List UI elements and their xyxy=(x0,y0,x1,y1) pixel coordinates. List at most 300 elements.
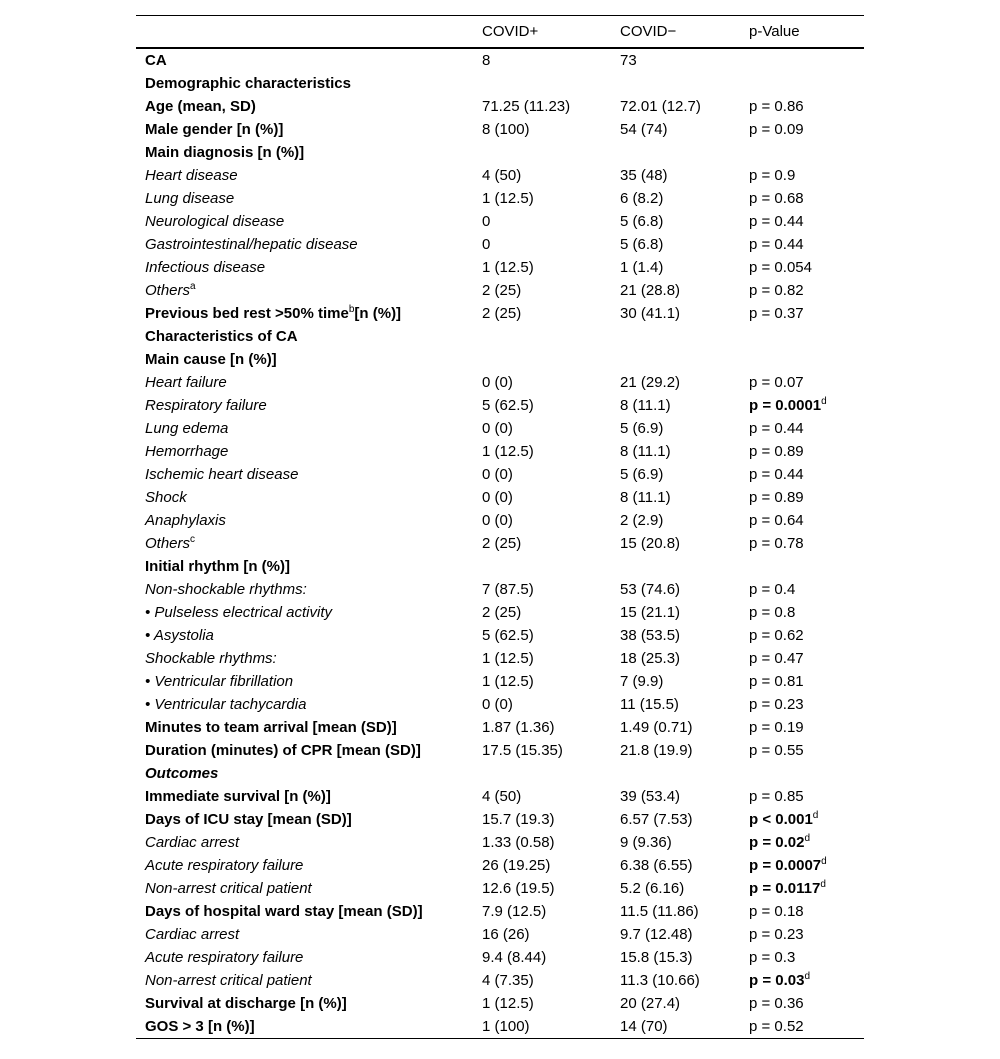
p-value-cell xyxy=(749,624,864,647)
covid-positive-value: 71.25 (11.23) xyxy=(482,98,571,115)
table-row xyxy=(136,900,864,923)
covid-negative-value: 35 (48) xyxy=(620,167,668,184)
table-row xyxy=(136,647,864,670)
covid-positive-value: 12.6 (19.5) xyxy=(482,880,555,897)
header-p-value: p-Value xyxy=(749,16,864,49)
p-value-cell xyxy=(749,946,864,969)
table-row xyxy=(136,532,864,555)
covid-negative-value xyxy=(620,325,749,348)
row-label-cell xyxy=(136,95,482,118)
table-row xyxy=(136,233,864,256)
row-label: Ischemic heart disease xyxy=(145,466,299,483)
covid-negative-value: 5 (6.9) xyxy=(620,466,664,483)
covid-positive-value: 9.4 (8.44) xyxy=(482,949,547,966)
row-label-cell xyxy=(136,877,482,900)
row-label: Shock xyxy=(145,489,187,506)
covid-positive-value: 0 xyxy=(482,213,491,230)
covid-positive-value: 4 (7.35) xyxy=(482,972,534,989)
row-label: Days of ICU stay [mean (SD)] xyxy=(145,811,352,828)
p-value-cell xyxy=(749,762,864,785)
row-label-cell xyxy=(136,716,482,739)
table-row xyxy=(136,762,864,785)
significance-marker: d xyxy=(812,810,819,821)
p-value-cell xyxy=(749,739,864,762)
footnote-marker: c xyxy=(190,534,196,545)
p-value: p = 0.4 xyxy=(749,581,796,598)
row-label: Previous bed rest >50% time xyxy=(145,305,349,322)
p-value-cell xyxy=(749,486,864,509)
significance-marker: d xyxy=(821,396,827,407)
covid-positive-value: 17.5 (15.35) xyxy=(482,742,563,759)
table-row xyxy=(136,808,864,831)
p-value-cell xyxy=(749,555,864,578)
covid-negative-value xyxy=(620,555,749,578)
p-value: p = 0.55 xyxy=(749,742,804,759)
table-row xyxy=(136,601,864,624)
row-label: Days of hospital ward stay [mean (SD)] xyxy=(145,903,423,920)
p-value: p = 0.8 xyxy=(749,604,796,621)
p-value-cell xyxy=(749,187,864,210)
p-value: p = 0.07 xyxy=(749,374,804,391)
covid-positive-value: 0 xyxy=(482,236,491,253)
p-value: p = 0.81 xyxy=(749,673,804,690)
covid-negative-value: 11 (15.5) xyxy=(620,696,679,713)
row-label-cell xyxy=(136,256,482,279)
p-value: p = 0.85 xyxy=(749,788,804,805)
covid-negative-value: 6.57 (7.53) xyxy=(620,811,693,828)
p-value-cell xyxy=(749,509,864,532)
covid-positive-value: 1.33 (0.58) xyxy=(482,834,555,851)
covid-negative-value: 39 (53.4) xyxy=(620,788,681,805)
table-row xyxy=(136,693,864,716)
p-value-cell xyxy=(749,118,864,141)
covid-positive-value xyxy=(482,348,620,371)
row-label-cell xyxy=(136,348,482,371)
row-label: Acute respiratory failure xyxy=(145,857,304,874)
row-label-cell xyxy=(136,48,482,72)
covid-negative-value: 9 (9.36) xyxy=(620,834,672,851)
row-label: Lung edema xyxy=(145,420,229,437)
p-value-cell xyxy=(749,48,864,72)
table-row xyxy=(136,371,864,394)
covid-positive-value xyxy=(482,325,620,348)
covid-negative-value: 73 xyxy=(620,52,637,69)
covid-negative-value: 11.5 (11.86) xyxy=(620,903,699,920)
covid-negative-value: 15 (21.1) xyxy=(620,604,681,621)
p-value: p = 0.054 xyxy=(749,259,812,276)
p-value-cell xyxy=(749,95,864,118)
covid-positive-value: 8 xyxy=(482,52,491,69)
row-label-cell xyxy=(136,486,482,509)
p-value-cell xyxy=(749,302,864,325)
covid-negative-value: 1.49 (0.71) xyxy=(620,719,693,736)
p-value: p = 0.23 xyxy=(749,926,804,943)
covid-negative-value: 5 (6.9) xyxy=(620,420,664,437)
row-label: • Ventricular fibrillation xyxy=(145,673,294,690)
table-row xyxy=(136,670,864,693)
header-label-column xyxy=(136,16,482,49)
row-label: Others xyxy=(145,282,191,299)
p-value-cell xyxy=(749,440,864,463)
row-label-cell xyxy=(136,233,482,256)
footnote-marker: b xyxy=(348,304,355,315)
p-value-cell xyxy=(749,325,864,348)
table-row xyxy=(136,118,864,141)
p-value: p = 0.02 xyxy=(749,834,805,851)
p-value: p = 0.78 xyxy=(749,535,804,552)
p-value-cell xyxy=(749,601,864,624)
row-label-cell xyxy=(136,463,482,486)
covid-positive-value: 7.9 (12.5) xyxy=(482,903,547,920)
row-label: Hemorrhage xyxy=(145,443,229,460)
row-label-cell xyxy=(136,509,482,532)
row-label-cell xyxy=(136,647,482,670)
p-value: p = 0.64 xyxy=(749,512,804,529)
row-label: Male gender [n (%)] xyxy=(145,121,284,138)
covid-positive-value: 5 (62.5) xyxy=(482,627,534,644)
table-row xyxy=(136,463,864,486)
p-value-cell xyxy=(749,693,864,716)
table-row xyxy=(136,210,864,233)
p-value-cell xyxy=(749,463,864,486)
row-label: Non-shockable rhythms: xyxy=(145,581,307,598)
table-row xyxy=(136,348,864,371)
row-label-cell xyxy=(136,670,482,693)
significance-marker: d xyxy=(820,879,826,890)
p-value: p = 0.0001 xyxy=(749,397,822,414)
table-row xyxy=(136,256,864,279)
covid-positive-value: 1 (100) xyxy=(482,1015,620,1039)
row-label: Age (mean, SD) xyxy=(145,98,256,115)
covid-positive-value: 26 (19.25) xyxy=(482,857,551,874)
row-label: Cardiac arrest xyxy=(145,926,240,943)
p-value-cell xyxy=(749,72,864,95)
table-row xyxy=(136,923,864,946)
covid-positive-value: 4 (50) xyxy=(482,788,522,805)
covid-negative-value: 6 (8.2) xyxy=(620,190,664,207)
table-row xyxy=(136,877,864,900)
covid-positive-value: 8 (100) xyxy=(482,121,530,138)
row-label-cell xyxy=(136,302,482,325)
covid-negative-value: 8 (11.1) xyxy=(620,443,671,460)
p-value-cell xyxy=(749,578,864,601)
row-label-cell xyxy=(136,532,482,555)
row-label: Others xyxy=(145,535,191,552)
covid-negative-value: 5 (6.8) xyxy=(620,213,664,230)
p-value-cell xyxy=(749,532,864,555)
significance-marker: d xyxy=(804,833,811,844)
p-value: p = 0.44 xyxy=(749,236,804,253)
p-value: p = 0.03 xyxy=(749,972,805,989)
p-value: p < 0.001 xyxy=(749,811,813,828)
covid-positive-value: 1 (12.5) xyxy=(482,190,534,207)
p-value: p = 0.44 xyxy=(749,213,804,230)
row-label: • Asystolia xyxy=(145,627,214,644)
covid-negative-value: 21.8 (19.9) xyxy=(620,742,693,759)
row-label: • Pulseless electrical activity xyxy=(145,604,332,621)
covid-positive-value: 15.7 (19.3) xyxy=(482,811,555,828)
row-label-cell xyxy=(136,72,482,95)
table-row xyxy=(136,141,864,164)
p-value: p = 0.3 xyxy=(749,949,796,966)
p-value-cell xyxy=(749,348,864,371)
covid-positive-value: 16 (26) xyxy=(482,926,530,943)
row-label: Gastrointestinal/hepatic disease xyxy=(145,236,358,253)
row-label-cell xyxy=(136,808,482,831)
p-value: p = 0.18 xyxy=(749,903,804,920)
row-label-cell xyxy=(136,325,482,348)
p-value-cell xyxy=(749,256,864,279)
p-value-cell xyxy=(749,969,864,992)
covid-negative-value: 7 (9.9) xyxy=(620,673,664,690)
row-label: Immediate survival [n (%)] xyxy=(145,788,331,805)
row-label-cell xyxy=(136,785,482,808)
p-value: p = 0.52 xyxy=(749,1018,804,1035)
p-value-cell xyxy=(749,417,864,440)
table-row xyxy=(136,624,864,647)
row-label: Minutes to team arrival [mean (SD)] xyxy=(145,719,397,736)
p-value: p = 0.86 xyxy=(749,98,804,115)
covid-negative-value: 2 (2.9) xyxy=(620,512,664,529)
row-label-cell xyxy=(136,831,482,854)
covid-positive-value: 2 (25) xyxy=(482,535,522,552)
covid-positive-value xyxy=(482,72,620,95)
row-label: Initial rhythm [n (%)] xyxy=(145,558,290,575)
p-value-cell xyxy=(749,394,864,417)
covid-negative-value: 54 (74) xyxy=(620,121,668,138)
row-label: Characteristics of CA xyxy=(145,328,298,345)
row-label-cell xyxy=(136,854,482,877)
row-label-cell xyxy=(136,992,482,1015)
header-covid-negative: COVID− xyxy=(620,16,749,49)
row-label-cell xyxy=(136,624,482,647)
covid-negative-value: 72.01 (12.7) xyxy=(620,98,701,115)
covid-positive-value xyxy=(482,762,620,785)
row-label-cell xyxy=(136,141,482,164)
row-label-cell xyxy=(136,946,482,969)
row-label: Lung disease xyxy=(145,190,235,207)
p-value-cell xyxy=(749,371,864,394)
table-header-row xyxy=(136,16,864,49)
significance-marker: d xyxy=(821,856,827,867)
covid-positive-value: 7 (87.5) xyxy=(482,581,534,598)
row-label: Cardiac arrest xyxy=(145,834,240,851)
row-label: Main cause [n (%)] xyxy=(145,351,277,368)
table-row xyxy=(136,95,864,118)
table-row xyxy=(136,854,864,877)
p-value-cell xyxy=(749,647,864,670)
row-label-cell xyxy=(136,601,482,624)
row-label: Non-arrest critical patient xyxy=(145,880,312,897)
row-label-cell xyxy=(136,371,482,394)
covid-negative-value: 21 (28.8) xyxy=(620,282,681,299)
row-label-cell xyxy=(136,210,482,233)
row-label-cell xyxy=(136,739,482,762)
row-label-cell xyxy=(136,762,482,785)
covid-negative-value: 53 (74.6) xyxy=(620,581,681,598)
covid-negative-value: 5.2 (6.16) xyxy=(620,880,685,897)
p-value-cell xyxy=(749,279,864,302)
p-value: p = 0.0117 xyxy=(749,880,821,897)
table-row xyxy=(136,946,864,969)
covid-positive-value: 1 (12.5) xyxy=(482,259,534,276)
row-label-suffix: [n (%)] xyxy=(354,305,402,322)
row-label-cell xyxy=(136,578,482,601)
row-label-cell xyxy=(136,693,482,716)
table-row xyxy=(136,394,864,417)
row-label-cell xyxy=(136,279,482,302)
covid-positive-value: 1 (12.5) xyxy=(482,995,534,1012)
row-label: Heart failure xyxy=(145,374,227,391)
p-value-cell xyxy=(749,808,864,831)
covid-positive-value: 0 (0) xyxy=(482,489,513,506)
row-label-cell xyxy=(136,440,482,463)
covid-positive-value xyxy=(482,555,620,578)
p-value: p = 0.37 xyxy=(749,305,804,322)
covid-positive-value: 1 (12.5) xyxy=(482,650,534,667)
p-value: p = 0.82 xyxy=(749,282,804,299)
p-value: p = 0.09 xyxy=(749,121,804,138)
covid-positive-value xyxy=(482,141,620,164)
row-label-cell xyxy=(136,900,482,923)
covid-negative-value: 6.38 (6.55) xyxy=(620,857,693,874)
covid-negative-value xyxy=(620,72,749,95)
p-value-cell xyxy=(749,900,864,923)
p-value-cell xyxy=(749,877,864,900)
row-label-cell xyxy=(136,555,482,578)
table-body xyxy=(136,48,864,1039)
row-label: Outcomes xyxy=(145,765,219,782)
table-row xyxy=(136,969,864,992)
row-label-cell xyxy=(136,969,482,992)
header-covid-positive: COVID+ xyxy=(482,16,620,49)
table-row xyxy=(136,555,864,578)
row-label: Main diagnosis [n (%)] xyxy=(145,144,305,161)
row-label: Infectious disease xyxy=(145,259,266,276)
p-value: p = 0.23 xyxy=(749,696,804,713)
p-value: p = 0.44 xyxy=(749,466,804,483)
covid-negative-value: 30 (41.1) xyxy=(620,305,681,322)
covid-positive-value: 4 (50) xyxy=(482,167,522,184)
row-label: Heart disease xyxy=(145,167,238,184)
covid-positive-value: 2 (25) xyxy=(482,282,522,299)
p-value: p = 0.0007 xyxy=(749,857,822,874)
p-value-cell xyxy=(749,141,864,164)
p-value-cell xyxy=(749,992,864,1015)
row-label: Respiratory failure xyxy=(145,397,267,414)
covid-positive-value: 0 (0) xyxy=(482,374,513,391)
row-label: GOS > 3 [n (%)] xyxy=(145,1018,255,1035)
covid-negative-value xyxy=(620,141,749,164)
covid-negative-value: 14 (70) xyxy=(620,1015,749,1039)
covid-negative-value: 15.8 (15.3) xyxy=(620,949,693,966)
covid-negative-value: 9.7 (12.48) xyxy=(620,926,693,943)
table-row xyxy=(136,48,864,72)
table-row xyxy=(136,578,864,601)
table-row xyxy=(136,831,864,854)
row-label: • Ventricular tachycardia xyxy=(145,696,307,713)
table-row xyxy=(136,187,864,210)
p-value-cell xyxy=(749,210,864,233)
table-row xyxy=(136,992,864,1015)
p-value-cell xyxy=(749,716,864,739)
row-label: Shockable rhythms: xyxy=(145,650,277,667)
covid-positive-value: 0 (0) xyxy=(482,420,513,437)
covid-negative-value: 1 (1.4) xyxy=(620,259,664,276)
table-row xyxy=(136,302,864,325)
row-label-cell xyxy=(136,187,482,210)
p-value-cell xyxy=(749,831,864,854)
table-row xyxy=(136,72,864,95)
row-label: Neurological disease xyxy=(145,213,285,230)
p-value: p = 0.19 xyxy=(749,719,804,736)
covid-positive-value: 1 (12.5) xyxy=(482,443,534,460)
row-label-cell xyxy=(136,394,482,417)
p-value: p = 0.89 xyxy=(749,489,804,506)
table-row xyxy=(136,325,864,348)
covid-negative-value: 20 (27.4) xyxy=(620,995,681,1012)
row-label-cell xyxy=(136,164,482,187)
p-value-cell xyxy=(749,164,864,187)
table-row xyxy=(136,164,864,187)
covid-negative-value: 21 (29.2) xyxy=(620,374,681,391)
row-label: CA xyxy=(145,52,167,69)
covid-negative-value: 8 (11.1) xyxy=(620,397,671,414)
p-value-cell xyxy=(749,854,864,877)
covid-negative-value: 11.3 (10.66) xyxy=(620,972,700,989)
row-label: Acute respiratory failure xyxy=(145,949,304,966)
table-row xyxy=(136,1015,864,1039)
row-label-cell xyxy=(136,118,482,141)
table-row xyxy=(136,739,864,762)
covid-positive-value: 0 (0) xyxy=(482,512,513,529)
row-label: Demographic characteristics xyxy=(145,75,351,92)
table-row xyxy=(136,486,864,509)
table-row xyxy=(136,279,864,302)
results-table xyxy=(136,15,864,1039)
p-value-cell xyxy=(749,1015,864,1039)
p-value-cell xyxy=(749,670,864,693)
covid-negative-value: 18 (25.3) xyxy=(620,650,681,667)
row-label: Survival at discharge [n (%)] xyxy=(145,995,347,1012)
row-label: Non-arrest critical patient xyxy=(145,972,312,989)
covid-positive-value: 5 (62.5) xyxy=(482,397,534,414)
covid-negative-value: 5 (6.8) xyxy=(620,236,664,253)
covid-positive-value: 1.87 (1.36) xyxy=(482,719,555,736)
covid-positive-value: 0 (0) xyxy=(482,696,513,713)
covid-positive-value: 1 (12.5) xyxy=(482,673,534,690)
footnote-marker: a xyxy=(190,281,196,292)
row-label: Duration (minutes) of CPR [mean (SD)] xyxy=(145,742,421,759)
covid-negative-value xyxy=(620,348,749,371)
p-value: p = 0.68 xyxy=(749,190,804,207)
p-value: p = 0.36 xyxy=(749,995,804,1012)
table-row xyxy=(136,716,864,739)
table-row xyxy=(136,440,864,463)
row-label: Anaphylaxis xyxy=(145,512,226,529)
p-value-cell xyxy=(749,233,864,256)
row-label-cell xyxy=(136,1015,482,1039)
covid-negative-value xyxy=(620,762,749,785)
covid-negative-value: 8 (11.1) xyxy=(620,489,671,506)
table-row xyxy=(136,785,864,808)
table-row xyxy=(136,417,864,440)
table-row xyxy=(136,509,864,532)
row-label-cell xyxy=(136,417,482,440)
p-value: p = 0.47 xyxy=(749,650,804,667)
p-value: p = 0.89 xyxy=(749,443,804,460)
covid-positive-value: 0 (0) xyxy=(482,466,513,483)
